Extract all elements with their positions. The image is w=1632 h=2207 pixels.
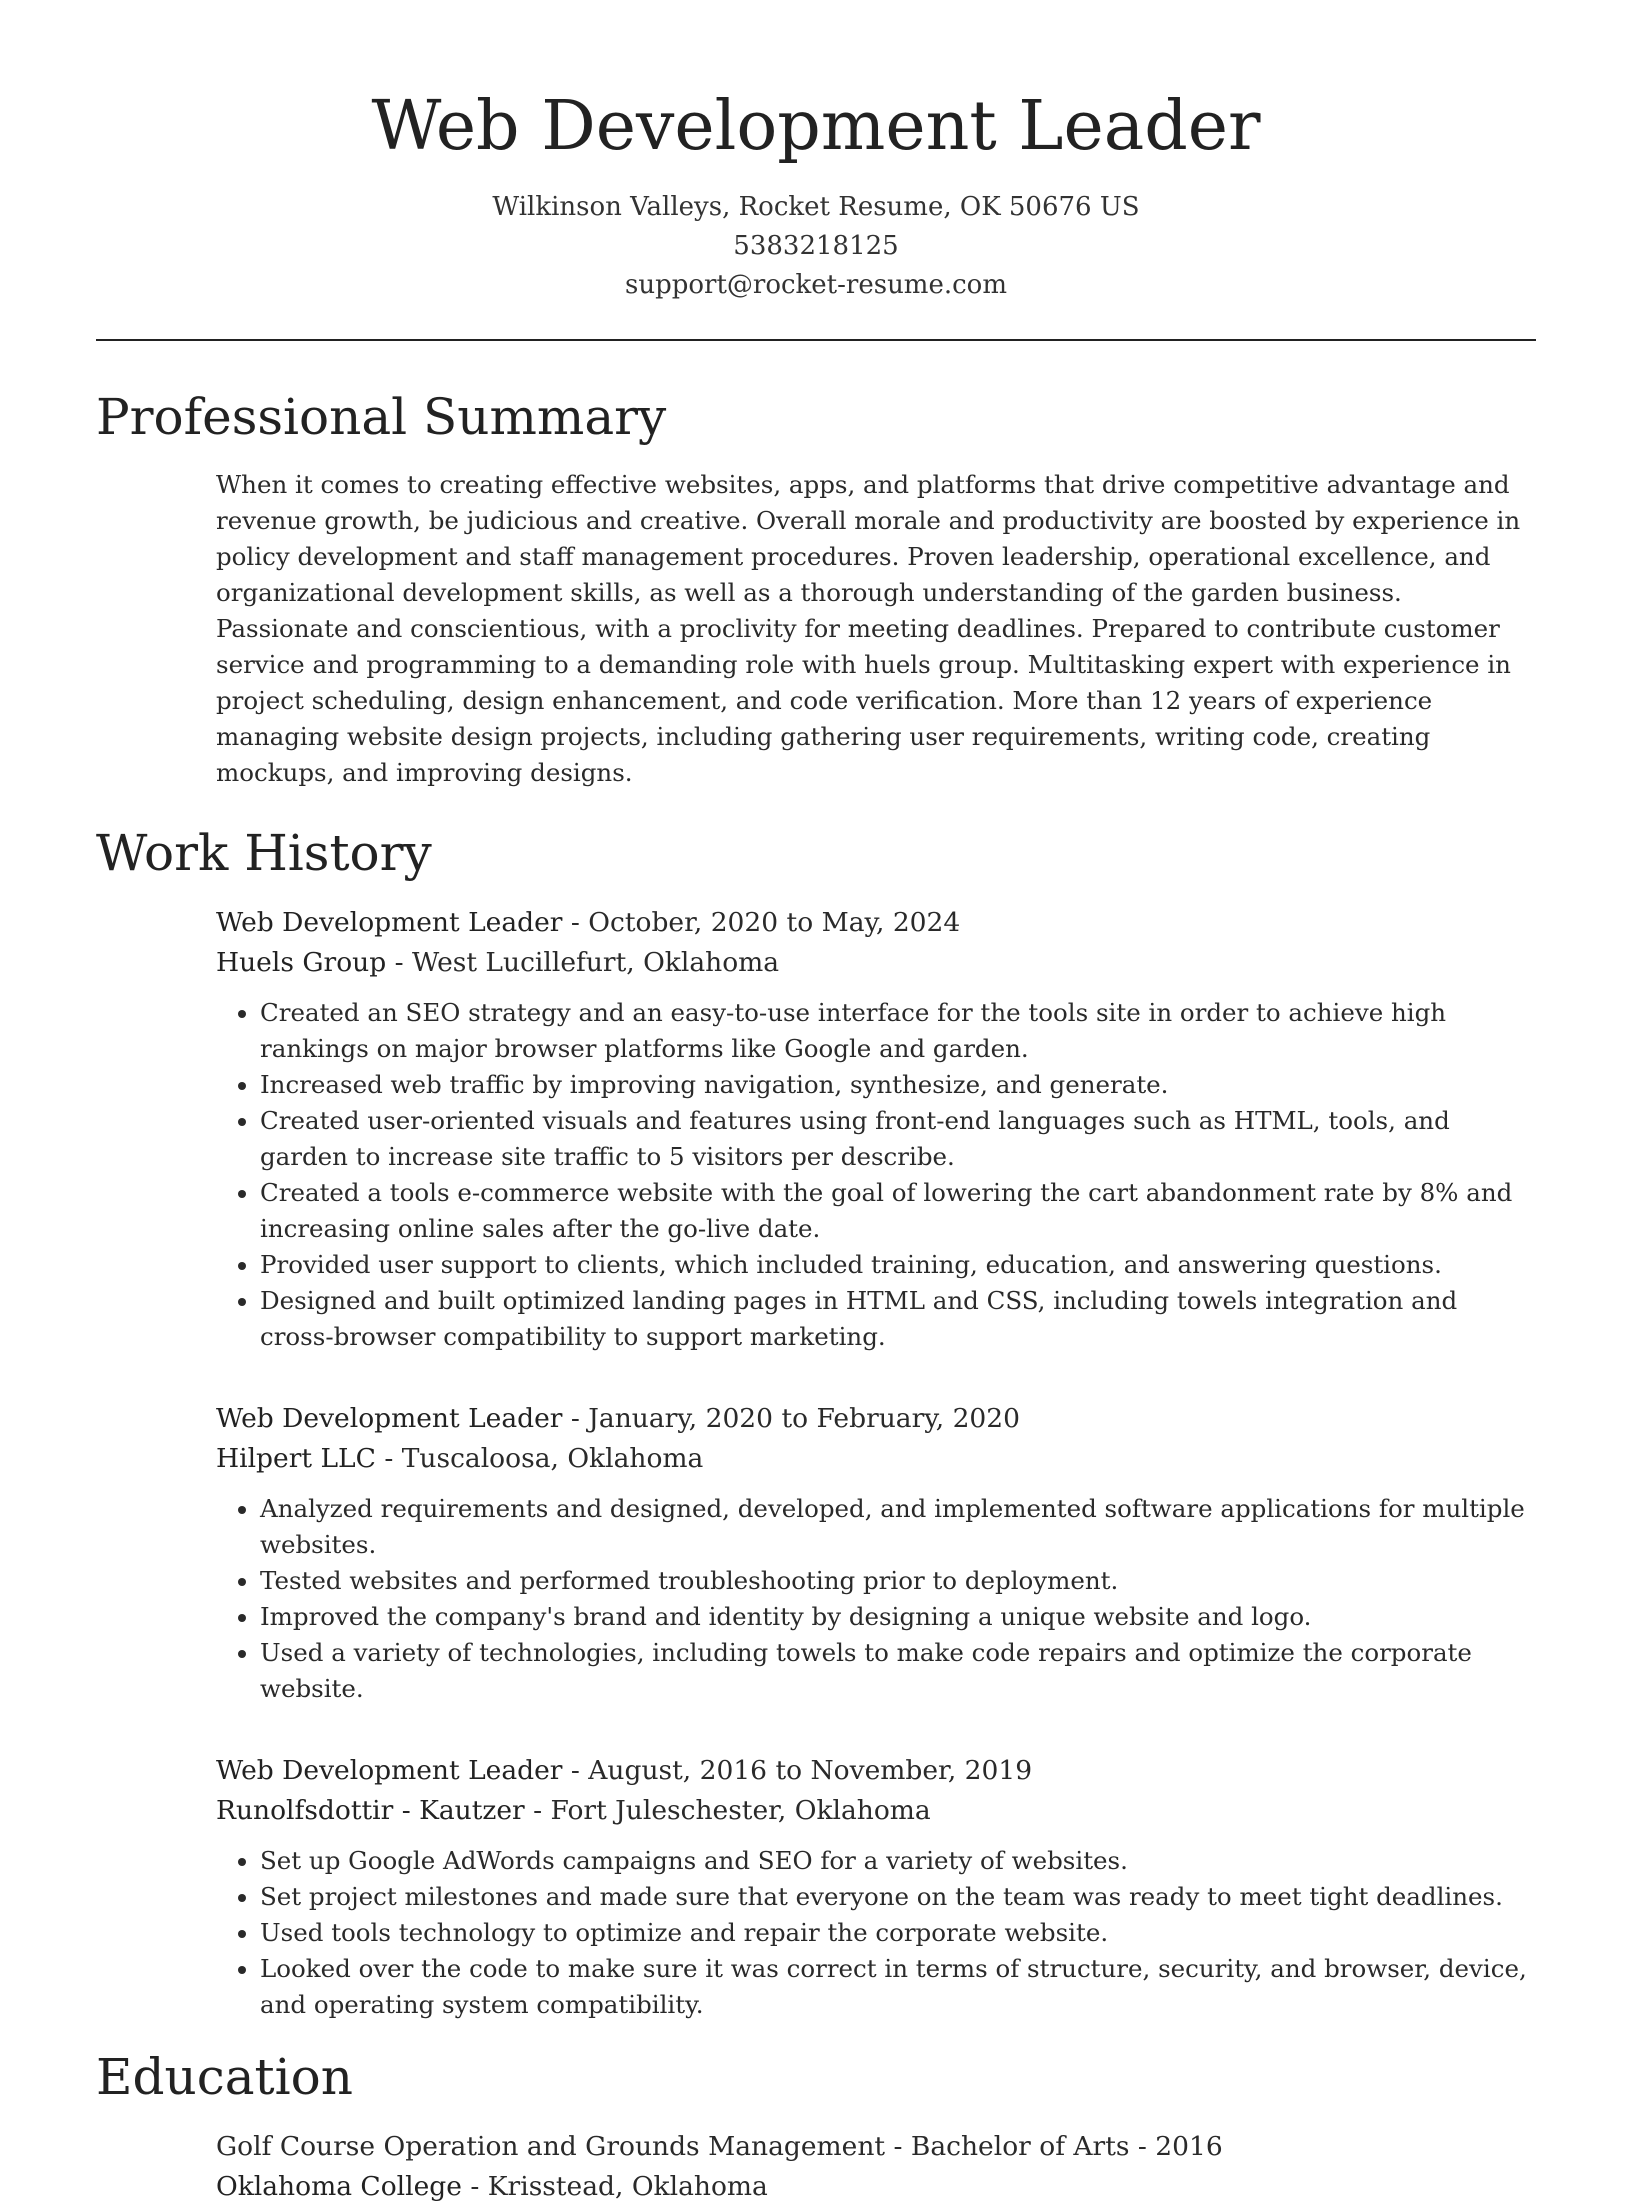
header-divider (96, 339, 1536, 341)
address-text: Wilkinson Valleys, Rocket Resume, OK 50676 US (492, 192, 1140, 222)
education-heading: Education (96, 2048, 353, 2106)
job-bullet: • Designed and built optimized landing pages in HTML and CSS, including towels integration and cross-browser compatibility to support marketing. (260, 1283, 1536, 1355)
job-title-line (216, 903, 1536, 943)
job-company: Hilpert LLC (216, 1443, 376, 1474)
job-bullets (216, 1491, 1536, 1707)
job-bullet: • Tested websites and performed troubleshooting prior to deployment. (260, 1563, 1536, 1599)
summary-text: When it comes to creating effective websites, apps, and platforms that drive competitive advantage and revenue growth, be judicious and creative. Overall morale and productivity are boosted by experience in policy development and staff management procedures. Proven leadership, operational excellence, and organizational development skills, as well as a thorough understanding of the garden business. Passionate and conscientious, with a proclivity for meeting deadlines. Prepared to contribute customer service and programming to a demanding role with huels group. Multitasking expert with experience in project scheduling, design enhancement, and code verification. More than 12 years of experience managing website design projects, including gathering user requirements, writing code, creating mockups, and improving designs. (216, 470, 1521, 787)
job-bullet: • Analyzed requirements and designed, developed, and implemented software applications for multiple websites. (260, 1491, 1536, 1563)
job-title-line (216, 1751, 1536, 1791)
job-location: - Fort Juleschester, Oklahoma (524, 1795, 931, 1826)
job-dates: - August, 2016 to November, 2019 (562, 1755, 1033, 1786)
job-company-line (216, 1439, 1536, 1479)
job-bullet: • Used tools technology to optimize and repair the corporate website. (260, 1915, 1536, 1951)
job-company: Runolfsdottir - Kautzer (216, 1795, 525, 1826)
education-school-line (216, 2167, 1536, 2207)
job-bullet: • Set project milestones and made sure that everyone on the team was ready to meet tight deadlines. (260, 1879, 1536, 1915)
job-company-line (216, 943, 1536, 983)
job-location: - West Lucillefurt, Oklahoma (386, 947, 780, 978)
job-bullet: • Looked over the code to make sure it was correct in terms of structure, security, and browser, device, and operating system compatibility. (260, 1951, 1536, 2023)
job-company-line (216, 1791, 1536, 1831)
phone-text: 5383218125 (733, 231, 899, 261)
candidate-name: Web Development Leader (371, 87, 1261, 166)
education-degree-line: Golf Course Operation and Grounds Management - Bachelor of Arts - 2016 (216, 2131, 1223, 2162)
job-role: Web Development Leader (216, 1755, 563, 1786)
job-location: - Tuscaloosa, Oklahoma (375, 1443, 704, 1474)
work-history-heading: Work History (96, 824, 432, 882)
job-dates: - January, 2020 to February, 2020 (562, 1403, 1021, 1434)
job-bullets (216, 995, 1536, 1355)
job-bullet: • Set up Google AdWords campaigns and SEO for a variety of websites. (260, 1843, 1536, 1879)
job-bullet: • Provided user support to clients, which included training, education, and answering questions. (260, 1247, 1536, 1283)
job-entry (216, 903, 1536, 1355)
job-bullet: • Created a tools e-commerce website with the goal of lowering the cart abandonment rate by 8% and increasing online sales after the go-live date. (260, 1175, 1536, 1247)
job-bullet: • Increased web traffic by improving navigation, synthesize, and generate. (260, 1067, 1536, 1103)
education-school: Oklahoma College (216, 2171, 462, 2202)
email-text: support@rocket-resume.com (624, 270, 1007, 300)
job-dates: - October, 2020 to May, 2024 (562, 907, 961, 938)
job-bullet: • Used a variety of technologies, including towels to make code repairs and optimize the corporate website. (260, 1635, 1536, 1707)
job-bullets (216, 1843, 1536, 2023)
contact-block (96, 188, 1536, 305)
job-bullet: • Created user-oriented visuals and features using front-end languages such as HTML, tools, and garden to increase site traffic to 5 visitors per describe. (260, 1103, 1536, 1175)
job-role: Web Development Leader (216, 1403, 563, 1434)
resume-header (96, 0, 1536, 305)
job-role: Web Development Leader (216, 907, 563, 938)
job-bullet: • Created an SEO strategy and an easy-to-use interface for the tools site in order to achieve high rankings on major browser platforms like Google and garden. (260, 995, 1536, 1067)
job-entry (216, 1399, 1536, 1707)
education-list (216, 2127, 1536, 2207)
job-entry (216, 1751, 1536, 2023)
summary-heading: Professional Summary (96, 388, 667, 446)
job-bullet: • Improved the company's brand and identity by designing a unique website and logo. (260, 1599, 1536, 1635)
work-history-list (216, 903, 1536, 2023)
job-company: Huels Group (216, 947, 387, 978)
job-title-line (216, 1399, 1536, 1439)
education-location: - Krisstead, Oklahoma (461, 2171, 768, 2202)
